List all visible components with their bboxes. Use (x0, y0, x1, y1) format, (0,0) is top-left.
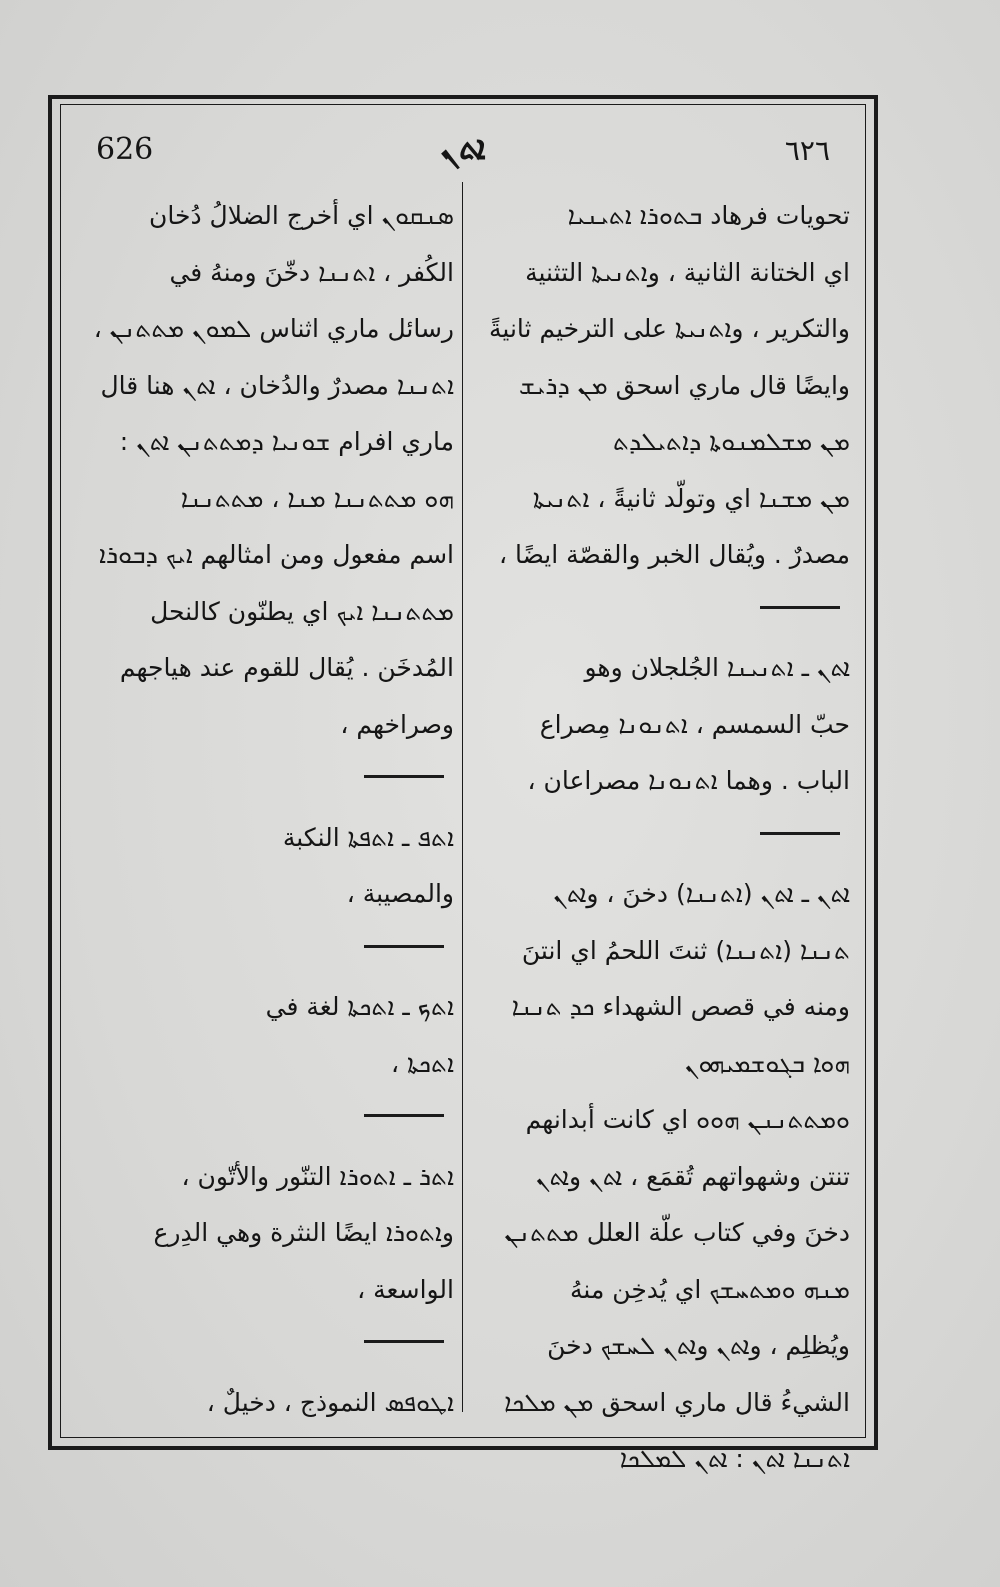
text-line: دخنَ وفي كتاب علّة العلل ܡܬܬܢܢ (504, 1218, 850, 1247)
text-line: الواسعة ، (357, 1274, 454, 1304)
text-line: رسائل ماري اثناس ܠܡܘܢ ܡܬܬܢܢ ، (93, 314, 454, 343)
text-line: ܬܢܢܐ (ܐܬܢܢܐ) ثنتَ اللحمُ اي انتنَ (521, 935, 850, 965)
running-head: ܐܬܢ (440, 128, 486, 168)
text-line: ܡܢ ܡܫܢܐ اي وتولّد ثانيةً ، ܐܬܢܝܬܐ (532, 483, 850, 513)
text-line: تحويات فرهاد ܒܬܘܪܐ ܐܬܝܢܝܐ (567, 201, 850, 230)
text-line: اي الختانة الثانية ، وܐܬܢܝܬܐ التثنية (525, 257, 850, 287)
right-column (470, 188, 850, 1488)
text-line: تنتن وشهواتهم تُقمَع ، ܐܬܢ وܐܬܢ (535, 1161, 850, 1191)
text-line: وايضًا قال ماري اسحق ܡܢ ܕܪܝܫ (518, 370, 850, 400)
entry-separator (74, 753, 454, 810)
text-line: الشيءُ قال ماري اسحق ܡܢ ܡܠܟܐ (504, 1387, 850, 1417)
text-line: ܐܬܢܢܐ ܐܬܢ : ܐܬܢ ܠܡܠܟܐ (619, 1444, 850, 1473)
text-line: ܐܬܢ ـ ܐܬܢ (ܐܬܢܢܐ) دخنَ ، وܐܬܢ (553, 879, 850, 908)
column-divider (462, 182, 463, 1412)
text-line: ܐܬܪ ـ ܐܬܘܪܐ التنّور والأتّون ، (181, 1161, 454, 1191)
text-line: اسم مفعول ومن امثالهم ܐܝܟ ܕܒܘܪܐ (99, 540, 454, 569)
text-line: والمصيبة ، (346, 879, 454, 908)
text-line: ܐܬܟܬܐ ، (390, 1048, 454, 1078)
left-column (74, 188, 454, 1431)
text-line: ܡܢܗ ܘܡܬܚܫܟ اي يُدخِن منهُ (570, 1274, 850, 1304)
entry-separator (470, 810, 850, 867)
text-line: ومنه في قصص الشهداء ܟܕ ܬܢܢܐ (511, 992, 850, 1021)
text-line: الكُفر ، ܐܬܢܢܐ دخّنَ ومنهُ في (169, 257, 454, 287)
page-number-latin: 626 (96, 132, 154, 167)
text-line: ܗܘܐ ܒܓܘܫܡܝܗܘܢ (684, 1048, 850, 1078)
text-line: ܐܬܢ ـ ܐܬܢܝܢܐ الجُلجلان وهو (584, 653, 850, 682)
text-line: والتكرير ، وܐܬܢܝܬܐ على الترخيم ثانيةً (489, 314, 850, 343)
text-line: ܡܬܬܢܢܐ ܐܝܟ اي يطنّون كالنحل (150, 596, 454, 626)
text-line: مصدرٌ . ويُقال الخبر والقصّة ايضًا ، (498, 540, 850, 569)
text-line: حبّ السمسم ، ܐܬܢܘܢܐ مِصراع (539, 709, 850, 739)
text-line: وܐܬܘܪܐ ايضًا النثرة وهي الدِرع (153, 1218, 454, 1247)
text-line: وصراخهم ، (340, 709, 454, 739)
entry-separator (74, 1092, 454, 1149)
text-line: ܘܡܬܬܢܢܢ ܗܘܘ اي كانت أبدانهم (525, 1105, 850, 1134)
text-line: ܐܬܦ ـ ܐܬܦܬܐ النكبة (282, 822, 454, 852)
text-line: ܣܢܩܘܢ اي أخرج الضلالُ دُخان (149, 201, 454, 230)
entry-separator (470, 584, 850, 641)
text-line: ܐܬܟ ـ ܐܬܟܬܐ لغة في (265, 992, 454, 1021)
text-line: ماري افرام ܫܘܢܝܐ ܕܡܬܬܢܢ ܐܬܢ : (119, 427, 454, 456)
text-line: ܗܘ ܡܬܬܢܢܐ ܡܢܐ ، ܡܬܬܢܢܐ (180, 483, 454, 513)
entry-separator (74, 923, 454, 980)
text-line: المُدخَن . يُقال للقوم عند هياجهم (119, 653, 454, 682)
entry-separator (74, 1318, 454, 1375)
page-number-arabic: ٦٢٦ (784, 134, 830, 167)
text-line: الباب . وهما ܐܬܢܘܢܐ مصراعان ، (527, 766, 850, 795)
text-line: ܡܢ ܡܫܠܡܢܘܬܐ ܕܐܬܝܠܕܬ (613, 427, 850, 456)
text-line: ܐܛܘܦܣ النموذج ، دخيلٌ ، (206, 1387, 454, 1417)
text-line: ܐܬܢܢܐ مصدرٌ والدُخان ، ܐܬܢ هنا قال (100, 370, 454, 400)
page-header (60, 124, 866, 180)
text-line: ويُظلِم ، وܐܬܢ وܐܬܢ ܠܚܫܟ دخنَ (547, 1331, 850, 1360)
